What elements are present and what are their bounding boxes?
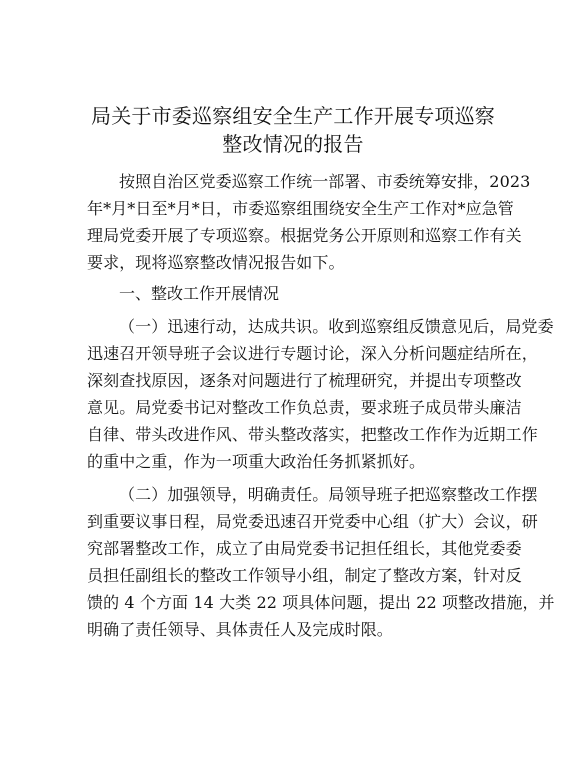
para2-line-4: 员担任副组长的整改工作领导小组，制定了整改方案，针对反 [87,566,522,585]
document-title-line-2: 整改情况的报告 [222,132,364,156]
intro-line-3: 理局党委开展了专项巡察。根据党务公开原则和巡察工作有关 [87,226,522,245]
intro-line-4: 要求，现将巡察整改情况报告如下。 [87,253,345,272]
document-title-line-1: 局关于市委巡察组安全生产工作开展专项巡察 [91,104,495,128]
para1-line-5: 自律、带头改进作风、带头整改落实，把整改工作作为近期工作 [87,425,538,444]
para2-line-3: 究部署整改工作，成立了由局党委书记担任组长，其他党委委 [87,539,522,558]
para1-line-3: 深刻查找原因，逐条对问题进行了梳理研究，并提出专项整改 [87,371,522,390]
para1-line-4: 意见。局党委书记对整改工作负总责，要求班子成员带头廉洁 [87,398,522,417]
para2-line-5: 馈的 4 个方面 14 大类 22 项具体问题，提出 22 项整改措施，并 [87,593,555,612]
para1-line-1: （一）迅速行动，达成共识。收到巡察组反馈意见后，局党委 [119,317,554,336]
para2-line-6: 明确了责任领导、具体责任人及完成时限。 [87,620,393,639]
para2-line-2: 到重要议事日程，局党委迅速召开党委中心组（扩大）会议，研 [87,512,538,531]
para2-line-1: （二）加强领导，明确责任。局领导班子把巡察整改工作摆 [119,485,538,504]
para1-line-2: 迅速召开领导班子会议进行专题讨论，深入分析问题症结所在， [87,344,538,363]
para1-line-6: 的重中之重，作为一项重大政治任务抓紧抓好。 [87,452,426,471]
intro-line-2: 年*月*日至*月*日，市委巡察组围绕安全生产工作对*应急管 [87,199,514,218]
section-heading: 一、整改工作开展情况 [119,284,280,303]
intro-line-1: 按照自治区党委巡察工作统一部署、市委统筹安排，2023 [119,172,531,191]
